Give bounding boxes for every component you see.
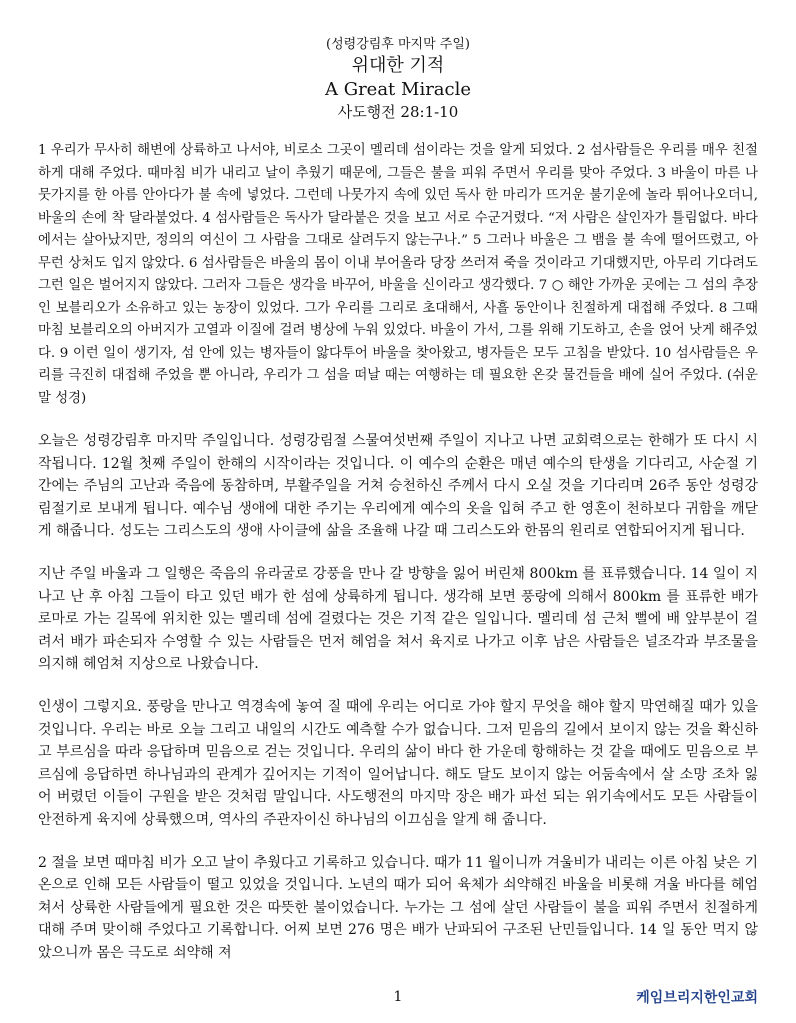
body-paragraph: 2 절을 보면 때마침 비가 오고 날이 추웠다고 기록하고 있습니다. 때가 11 월이니까 겨울비가 내리는 이른 아침 낮은 기온으로 인해 모든 사람들이 떨고 있었을 것입니다. 노년의 때가 되어 육체가 쇠약해진 바울을 비롯해 겨울 바다를 헤엄쳐서 상륙한 사람들에게 필요한 것은 따뜻한 불이었습니다. 누가는 그 섬에 살던 사람들이 불을 피워 주면서 친절하게 대해 주며 맞이해 주었다고 기록합니다. 어찌 보면 276 명은 배가 난파되어 구조된 난민들입니다. 14 일 동안 먹지 않았으니까 몸은 극도로 쇠약해 져 [38, 854, 758, 961]
body-paragraph: 인생이 그렇지요. 풍랑을 만나고 역경속에 놓여 질 때에 우리는 어디로 가야 할지 무엇을 해야 할지 막연해질 때가 있을 것입니다. 우리는 바로 오늘 그리고 내일의 시간도 예측할 수가 없습니다. 그저 믿음의 길에서 보이지 않는 것을 확신하고 부르심을 따라 응답하며 믿음으로 걷는 것입니다. 우리의 삶이 바다 한 가운데 항해하는 것 같을 때에도 믿음으로 부르심에 응답하면 하나님과의 관계가 깊어지는 기적이 일어납니다. 해도 달도 보이지 않는 어둠속에서 살 소망 조차 잃어 버렸던 이들이 구원을 받은 것처럼 말입니다. 사도행전의 마지막 장은 배가 파선 되는 위기속에서도 모든 사람들이 안전하게 육지에 상륙했으며, 역사의 주관자이신 하나님의 이끄심을 알게 해 줍니다. [38, 698, 758, 828]
scripture-passage: 1 우리가 무사히 해변에 상륙하고 나서야, 비로소 그곳이 멜리데 섬이라는 것을 알게 되었다. 2 섬사람들은 우리를 매우 친절하게 대해 주었다. 때마침 비가 내리고 날이 추웠기 때문에, 그들은 불을 피워 주면서 우리를 맞아 주었다. 3 바울이 마른 나뭇가지를 한 아름 안아다가 불 속에 넣었다. 그런데 나뭇가지 속에 있던 독사 한 마리가 뜨거운 불기운에 놀라 튀어나오더니, 바울의 손에 착 달라붙었다. 4 섬사람들은 독사가 달라붙은 것을 보고 서로 수군거렸다. “저 사람은 살인자가 틀림없다. 바다에서는 살아났지만, 정의의 여신이 그 사람을 그대로 살려두지 않는구나.” 5 그러나 바울은 그 뱀을 불 속에 떨어뜨렸고, 아무런 상처도 입지 않았다. 6 섬사람들은 바울의 몸이 이내 부어올라 당장 쓰러져 죽을 것이라고 기대했지만, 아무리 기다려도 그런 일은 벌어지지 않았다. 그러자 그들은 생각을 바꾸어, 바울을 신이라고 생각했다. 7 ○ 해안 가까운 곳에는 그 섬의 추장인 보블리오가 소유하고 있는 농장이 있었다. 그가 우리를 그리로 초대해서, 사흘 동안이나 친절하게 대접해 주었다. 8 그때 마침 보블리오의 아버지가 고열과 이질에 걸려 병상에 누워 있었다. 바울이 가서, 그를 위해 기도하고, 손을 얹어 낫게 해주었다. 9 이런 일이 생기자, 섬 안에 있는 병자들이 앓다투어 바울을 찾아왔고, 병자들은 모두 고침을 받았다. 10 섬사람들은 우리를 극진히 대접해 주었을 뿐 아니라, 우리가 그 섬을 떠날 때는 여행하는 데 필요한 온갖 물건들을 배에 실어 주었다. (쉬운말 성경) [38, 143, 758, 406]
page-footer [0, 987, 796, 1011]
scripture-reference: 사도행전 28:1-10 [337, 103, 459, 121]
sermon-title-english: A Great Miracle [324, 79, 472, 100]
church-name: 케임브리지한인교회 [636, 990, 758, 1006]
body-paragraph: 오늘은 성령강림후 마지막 주일입니다. 성령강림절 스물여섯번째 주일이 지나고 나면 교회력으로는 한해가 또 다시 시작됩니다. 12월 첫째 주일이 한해의 시작이라는 것입니다. 이 예수의 순환은 매년 예수의 탄생을 기다리고, 사순절 기간에는 주님의 고난과 죽음에 동참하며, 부활주일을 거쳐 승천하신 주께서 다시 오실 것을 기다리며 26주 동안 성령강림절기로 보내게 됩니다. 예수님 생애에 대한 주기는 우리에게 예수의 옷을 입혀 주고 한 영혼이 천하보다 귀함을 깨닫게 해줍니다. 성도는 그리스도의 생애 사이클에 삶을 조율해 나갈 때 그리스도와 한몸의 원리로 연합되어지게 됩니다. [38, 433, 758, 540]
sermon-occasion: (성령강림후 마지막 주일) [326, 37, 470, 52]
document-header [0, 0, 796, 122]
document-body [38, 140, 758, 984]
page-number: 1 [393, 989, 403, 1005]
sermon-title: 위대한 기적 [351, 55, 445, 76]
body-paragraph: 지난 주일 바울과 그 일행은 죽음의 유라굴로 강풍을 만나 갈 방향을 잃어 버린채 800km 를 표류했습니다. 14 일이 지나고 난 후 아침 그들이 타고 있던 배가 한 섬에 상륙하게 됩니다. 생각해 보면 풍랑에 의해서 800km 를 표류한 배가 로마로 가는 길목에 위치한 있는 멜리데 섬에 걸렸다는 것은 기적 같은 일입니다. 멜리데 섬 근처 뻘에 배 앞부분이 걸려서 배가 파손되자 수영할 수 있는 사람들은 먼저 헤엄을 쳐서 육지로 나가고 이후 남은 사람들은 널조각과 부조물을 의지해 헤엄쳐 지상으로 나왔습니다. [38, 565, 758, 673]
